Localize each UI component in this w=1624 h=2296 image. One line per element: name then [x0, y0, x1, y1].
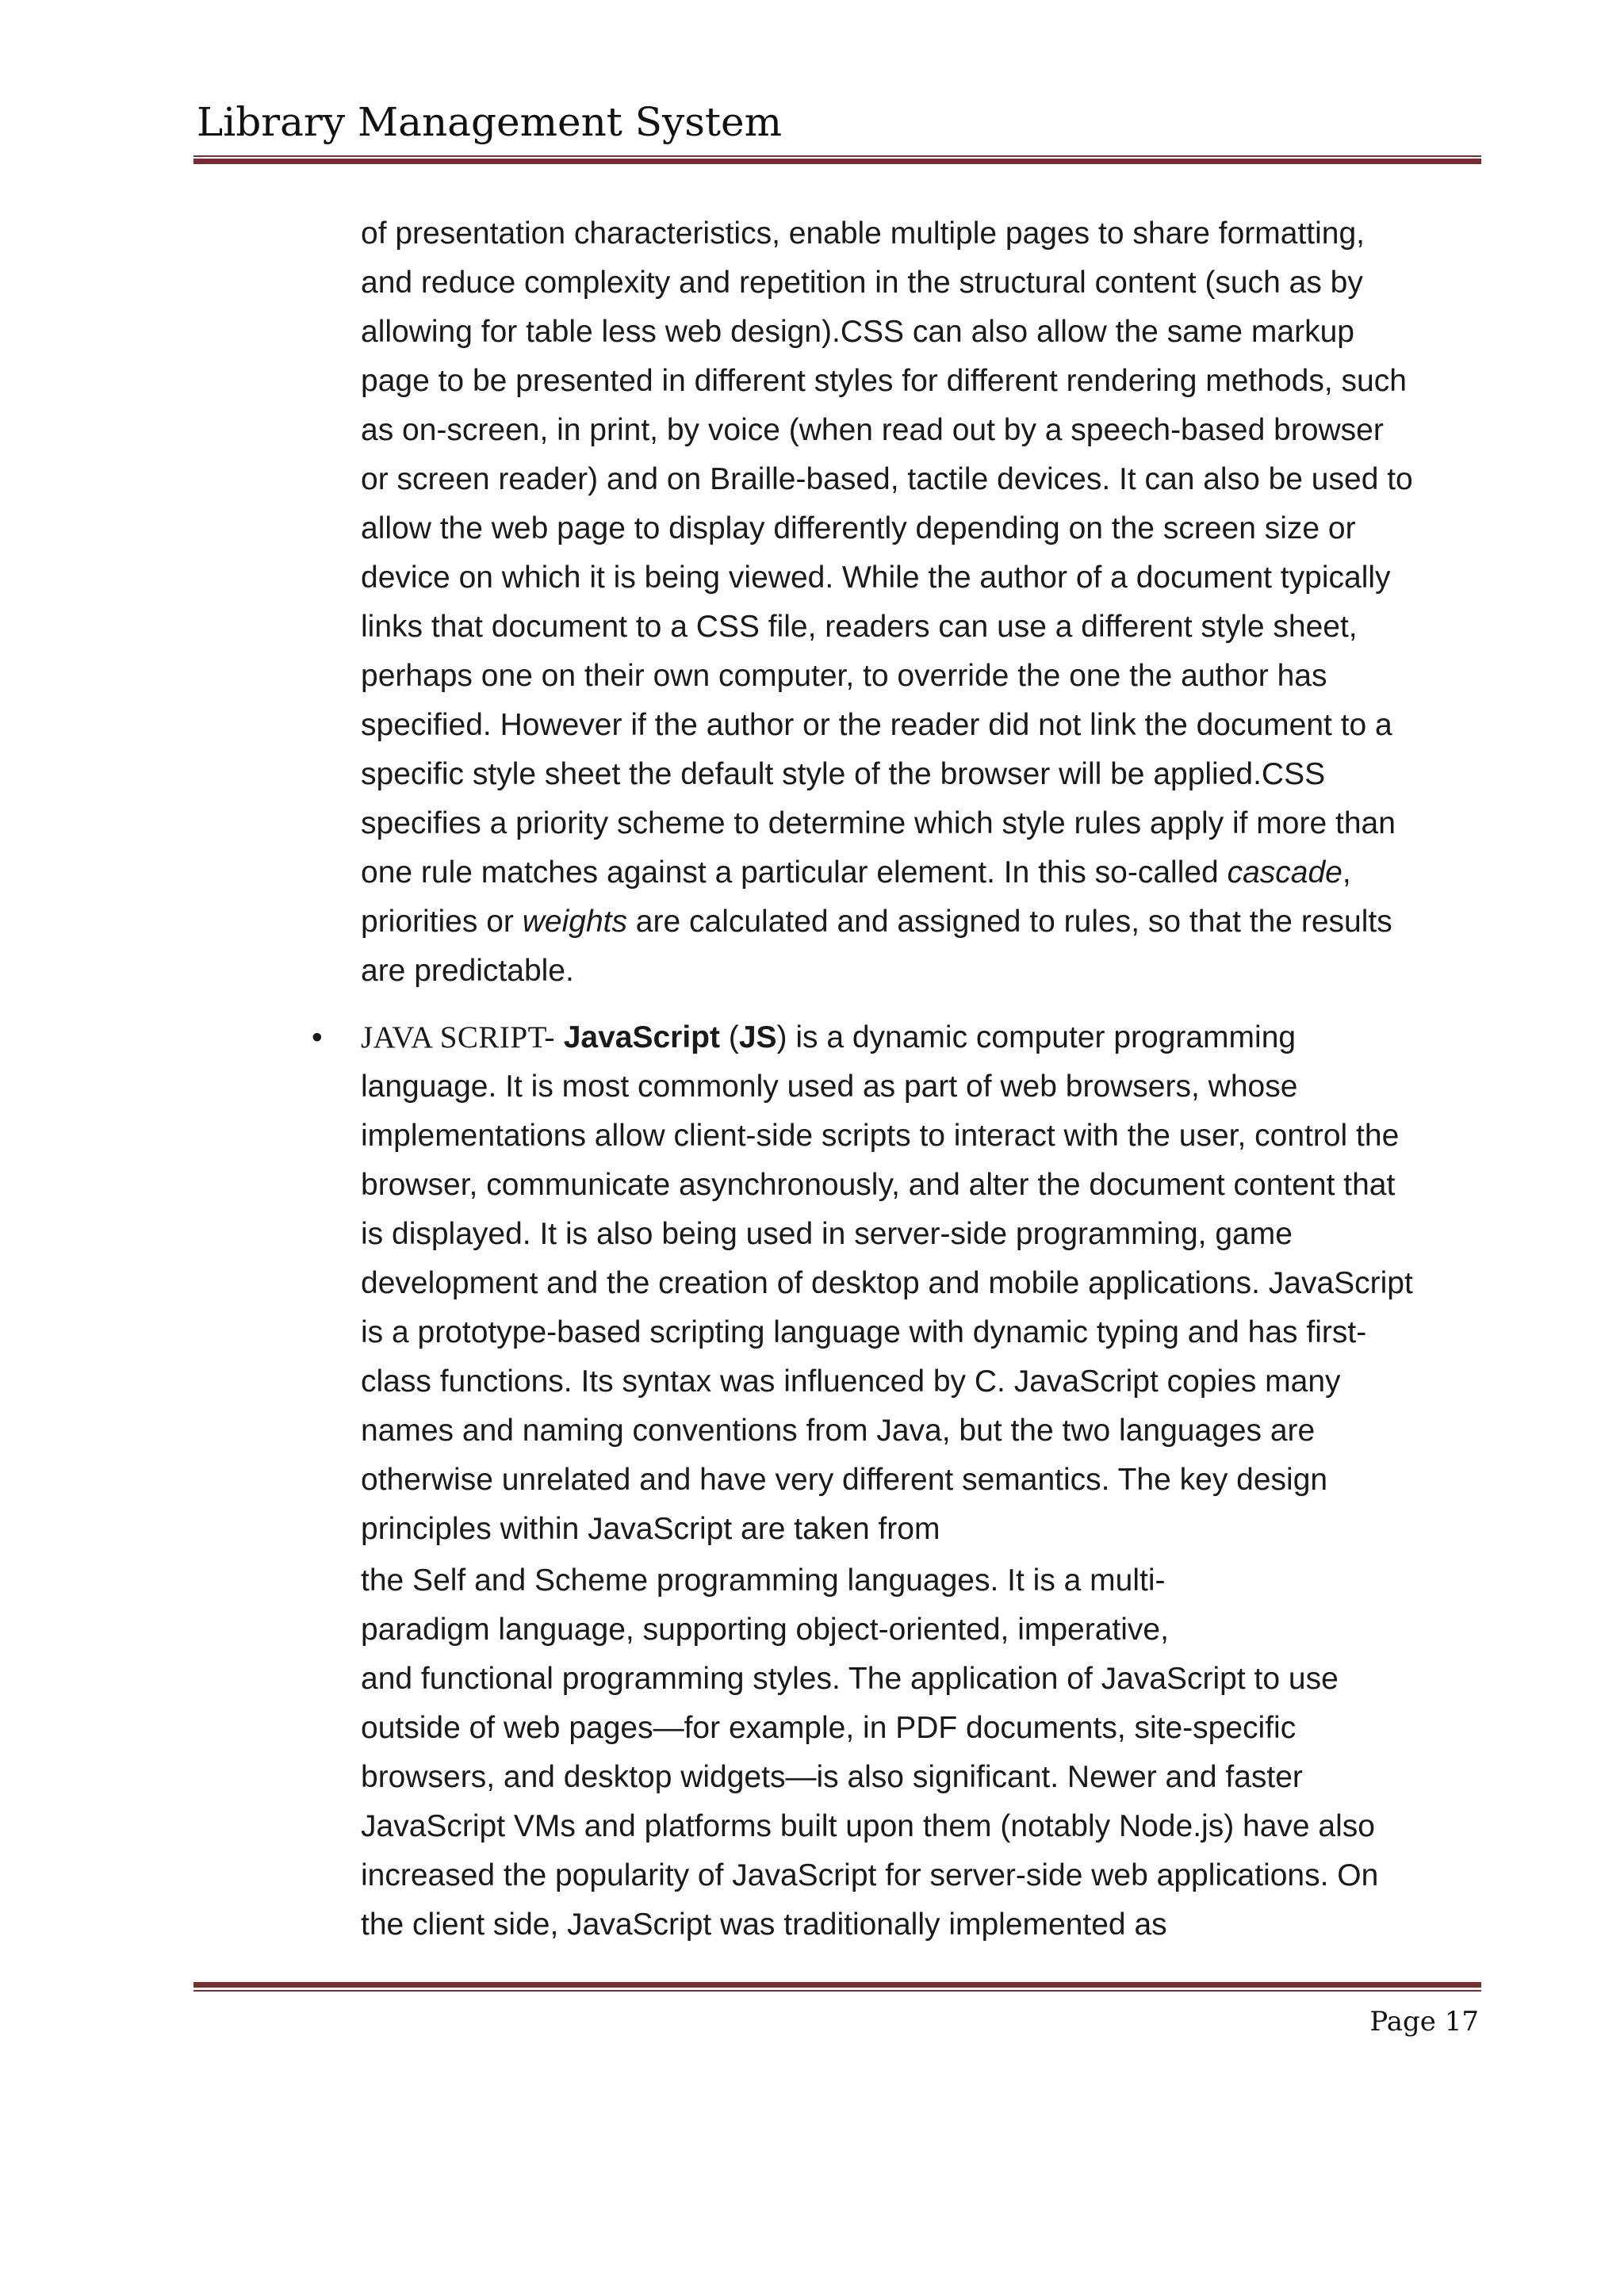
- text-line: are predictable.: [361, 954, 574, 988]
- text-line: specific style sheet the default style of the browser will be applied.CSS: [361, 757, 1326, 791]
- italic-term-cascade: cascade: [1227, 855, 1342, 890]
- text-line: allowing for table less web design).CSS can also allow the same markup: [361, 315, 1354, 349]
- text-line: implementations allow client-side scripts to interact with the user, control the: [361, 1119, 1400, 1153]
- text-line: specifies a priority scheme to determine which style rules apply if more than: [361, 806, 1396, 840]
- footer-rule-thin: [193, 1990, 1481, 1992]
- css-paragraph: [361, 209, 1487, 996]
- text-line: the Self and Scheme programming languages. It is a multi-: [361, 1563, 1166, 1598]
- text-line: names and naming conventions from Java, but the two languages are: [361, 1414, 1316, 1448]
- text-line: or screen reader) and on Braille-based, tactile devices. It can also be used to: [361, 462, 1413, 496]
- page-header-title: Library Management System: [197, 99, 783, 145]
- text-line: as on-screen, in print, by voice (when read out by a speech-based browser: [361, 413, 1384, 447]
- footer-rule-thick: [193, 1982, 1481, 1988]
- text-fragment: (: [719, 1020, 739, 1054]
- text-line: development and the creation of desktop and mobile applications. JavaScript: [361, 1266, 1413, 1300]
- text-line: and functional programming styles. The application of JavaScript to use: [361, 1662, 1339, 1696]
- javascript-bullet-item: [312, 1013, 1487, 1554]
- text-fragment: are calculated and assigned to rules, so that the results: [626, 905, 1392, 939]
- text-fragment: ) is a dynamic computer programming: [776, 1020, 1297, 1054]
- text-line: and reduce complexity and repetition in the structural content (such as by: [361, 266, 1363, 300]
- text-line: paradigm language, supporting object-oriented, imperative,: [361, 1613, 1169, 1647]
- text-line: links that document to a CSS file, readers can use a different style sheet,: [361, 610, 1358, 644]
- text-line: otherwise unrelated and have very different semantics. The key design: [361, 1463, 1328, 1497]
- header-rule-thin: [193, 155, 1481, 157]
- page-number: Page 17: [1369, 2006, 1479, 2038]
- bullet-icon: •: [312, 1020, 323, 1054]
- item-lead: JAVA SCRIPT-: [361, 1020, 555, 1054]
- text-line: allow the web page to display differently depending on the screen size or: [361, 511, 1356, 545]
- text-line: class functions. Its syntax was influenced by C. JavaScript copies many: [361, 1364, 1341, 1399]
- text-line: perhaps one on their own computer, to override the one the author has: [361, 659, 1327, 693]
- text-line: page to be presented in different styles for different rendering methods, such: [361, 364, 1407, 398]
- text-line: increased the popularity of JavaScript for server-side web applications. On: [361, 1858, 1379, 1892]
- header-rule-thick: [193, 159, 1481, 164]
- abbr-js: JS: [738, 1020, 777, 1054]
- italic-term-weights: weights: [522, 905, 627, 939]
- text-line: language. It is most commonly used as part of web browsers, whose: [361, 1070, 1298, 1104]
- text-line: browsers, and desktop widgets—is also significant. Newer and faster: [361, 1760, 1303, 1794]
- text-line: principles within JavaScript are taken from: [361, 1512, 940, 1546]
- text-line: [361, 897, 1487, 947]
- text-line: [361, 848, 1487, 897]
- text-fragment: one rule matches against a particular element. In this so-called: [361, 855, 1228, 890]
- text-line: is a prototype-based scripting language with dynamic typing and has first-: [361, 1315, 1367, 1349]
- text-line: device on which it is being viewed. While the author of a document typically: [361, 561, 1391, 595]
- text-line: JavaScript VMs and platforms built upon them (notably Node.js) have also: [361, 1809, 1375, 1843]
- text-fragment: ,: [1342, 855, 1351, 890]
- text-line: [361, 1013, 1487, 1062]
- text-line: browser, communicate asynchronously, and alter the document content that: [361, 1168, 1396, 1202]
- text-line: the client side, JavaScript was traditionally implemented as: [361, 1908, 1167, 1942]
- text-line: specified. However if the author or the reader did not link the document to a: [361, 708, 1392, 742]
- text-line: of presentation characteristics, enable multiple pages to share formatting,: [361, 216, 1365, 251]
- text-line: is displayed. It is also being used in server-side programming, game: [361, 1217, 1293, 1251]
- text-fragment: priorities or: [361, 905, 523, 939]
- term-javascript: JavaScript: [563, 1020, 720, 1054]
- javascript-continuation-paragraph: [361, 1556, 1487, 1950]
- text-line: outside of web pages—for example, in PDF documents, site-specific: [361, 1711, 1297, 1745]
